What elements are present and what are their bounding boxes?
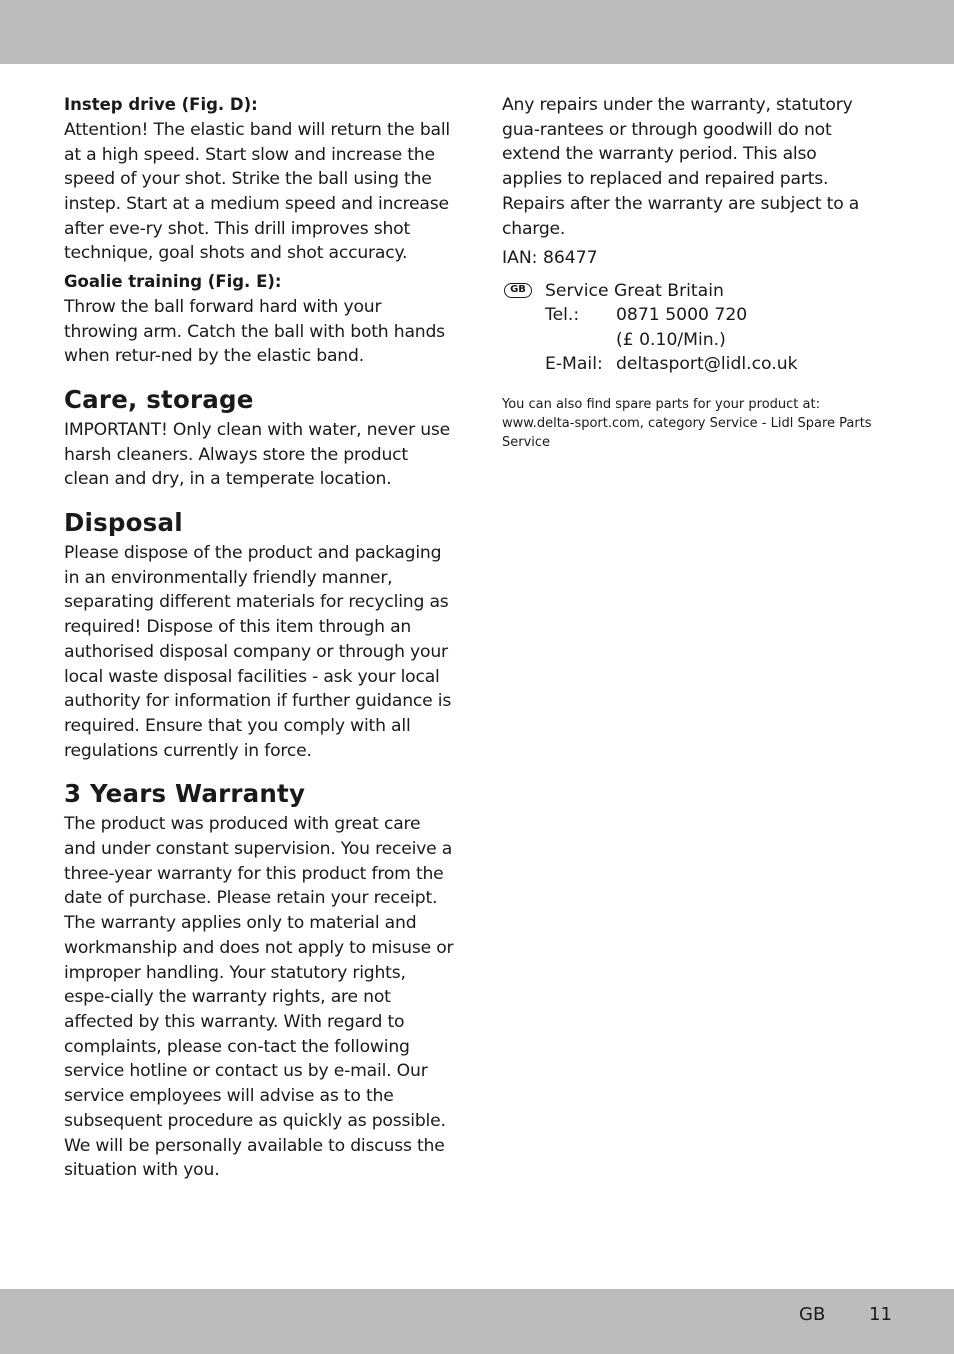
instep-drive-heading: Instep drive (Fig. D): xyxy=(64,95,258,114)
warranty-text-2: The warranty applies only to material and workmanship and does not apply to misuse or improper handling. Your statutory rights, espe-cially the warranty rights, are not affected by this warranty. With regard to complaints, please con-tact the following service hotline or contact us by e-mail. Our service employees will advise as to the subsequent procedure as quickly as possible. We will be personally available to discuss the situation with you. xyxy=(64,913,454,1181)
header-bar xyxy=(0,0,954,64)
disposal-text: Please dispose of the product and packaging in an environmentally friendly manner, separating different materials for recycling as required! Dispose of this item through an authorised disposal company or through your local waste disposal facilities - ask your local authority for information if further guidance is required. Ensure that you comply with all regulations currently in force. xyxy=(64,543,452,761)
page-number: 11 xyxy=(869,1304,892,1325)
goalie-training-text: Throw the ball forward hard with your throwing arm. Catch the ball with both hands when retur-ned by the elastic band. xyxy=(64,296,445,367)
footer-language: GB xyxy=(799,1304,826,1325)
email-value: deltasport@lidl.co.uk xyxy=(616,353,798,374)
spare-parts-note: You can also find spare parts for your product at: www.delta-sport.com, category Service - Lidl Spare Parts Service xyxy=(502,396,872,451)
warranty-heading: 3 Years Warranty xyxy=(64,779,306,809)
warranty-text-1: The product was produced with great care and under constant supervision. You receive a three-year warranty for this product from the date of purchase. Please retain your receipt. xyxy=(64,814,453,909)
ian-number: IAN: 86477 xyxy=(502,248,598,269)
instep-drive-text: Attention! The elastic band will return the ball at a high speed. Start slow and increase the speed of your shot. Strike the ball using the instep. Start at a medium speed and increase after eve-ry shot. This drill improves shot technique, goal shots and shot accuracy. xyxy=(64,119,451,264)
left-column xyxy=(64,93,456,1183)
country-badge-icon: GB xyxy=(504,283,532,298)
service-title: Service Great Britain xyxy=(545,280,724,301)
repairs-text: Any repairs under the warranty, statutory gua-rantees or through goodwill do not extend the warranty period. This also applies to replaced and repaired parts. Repairs after the warranty are subject to a charge. xyxy=(502,95,860,239)
tel-label: Tel.: xyxy=(545,304,580,325)
right-column xyxy=(502,93,874,453)
email-label: E-Mail: xyxy=(545,353,603,374)
call-rate: (£ 0.10/Min.) xyxy=(616,329,726,350)
goalie-training-heading: Goalie training (Fig. E): xyxy=(64,272,282,292)
disposal-heading: Disposal xyxy=(64,508,183,538)
tel-value: 0871 5000 720 xyxy=(616,304,748,325)
care-storage-heading: Care, storage xyxy=(64,384,254,414)
service-contact-block xyxy=(502,279,874,379)
care-storage-text: IMPORTANT! Only clean with water, never use harsh cleaners. Always store the product clean and dry, in a temperate location. xyxy=(64,419,451,490)
